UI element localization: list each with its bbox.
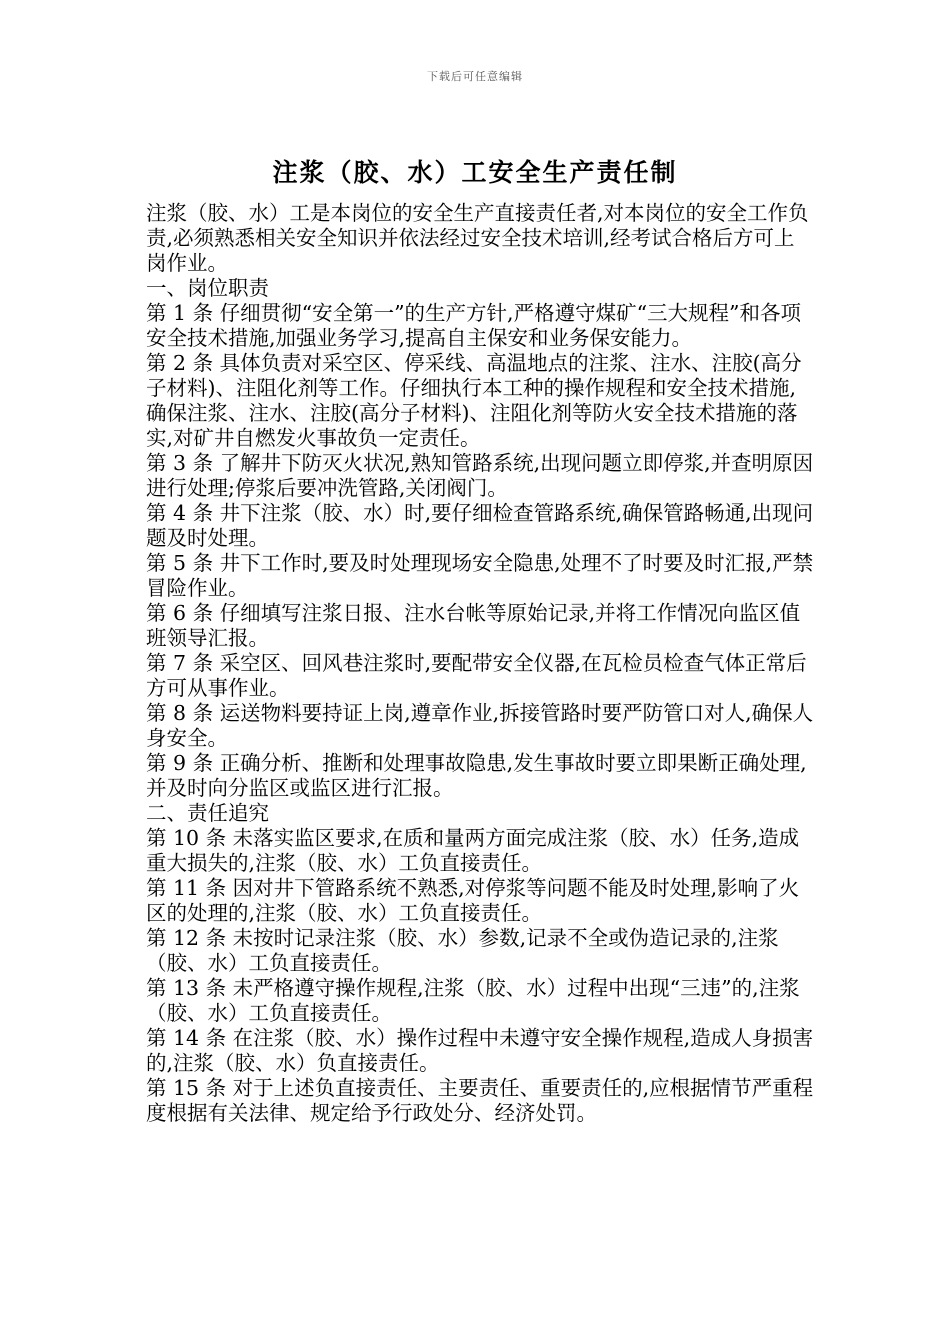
- intro-paragraph: 注浆（胶、水）工是本岗位的安全生产直接责任者,对本岗位的安全工作负责,必须熟悉相关安全知识并依法经过安全技术培训,经考试合格后方可上岗作业。: [146, 201, 809, 275]
- article-9: 第 9 条 正确分析、推断和处理事故隐患,发生事故时要立即果断正确处理,并及时向分监区或监区进行汇报。: [146, 751, 807, 800]
- article-2: 第 2 条 具体负责对采空区、停采线、高温地点的注浆、注水、注胶(高分子材料)、注阻化剂等工作。仔细执行本工种的操作规程和安全技术措施,确保注浆、注水、注胶(高分子材料)、注阻化剂等防火安全技术措施的落实,对矿井自燃发火事故负一定责任。: [146, 351, 802, 450]
- article-6: 第 6 条 仔细填写注浆日报、注水台帐等原始记录,并将工作情况向监区值班领导汇报。: [146, 601, 801, 650]
- article-13: 第 13 条 未严格遵守操作规程,注浆（胶、水）过程中出现“三违”的,注浆（胶、水）工负直接责任。: [146, 976, 800, 1025]
- article-14: 第 14 条 在注浆（胶、水）操作过程中未遵守安全操作规程,造成人身损害的,注浆（胶、水）负直接责任。: [146, 1026, 814, 1075]
- article-10: 第 10 条 未落实监区要求,在质和量两方面完成注浆（胶、水）任务,造成重大损失的,注浆（胶、水）工负直接责任。: [146, 826, 800, 875]
- article-7: 第 7 条 采空区、回风巷注浆时,要配带安全仪器,在瓦检员检查气体正常后方可从事作业。: [146, 651, 807, 700]
- section-heading-duties: 一、岗位职责: [146, 276, 269, 300]
- document-title: 注浆（胶、水）工安全生产责任制: [272, 158, 678, 187]
- article-12: 第 12 条 未按时记录注浆（胶、水）参数,记录不全或伪造记录的,注浆（胶、水）工负直接责任。: [146, 926, 779, 975]
- article-1: 第 1 条 仔细贯彻“安全第一”的生产方针,严格遵守煤矿“三大规程”和各项安全技术措施,加强业务学习,提高自主保安和业务保安能力。: [146, 301, 802, 350]
- article-15: 第 15 条 对于上述负直接责任、主要责任、重要责任的,应根据情节严重程度根据有关法律、规定给予行政处分、经济处罚。: [146, 1076, 814, 1125]
- article-11: 第 11 条 因对井下管路系统不熟悉,对停浆等问题不能及时处理,影响了火区的处理的,注浆（胶、水）工负直接责任。: [146, 876, 800, 925]
- article-5: 第 5 条 井下工作时,要及时处理现场安全隐患,处理不了时要及时汇报,严禁冒险作业。: [146, 551, 814, 600]
- article-8: 第 8 条 运送物料要持证上岗,遵章作业,拆接管路时要严防管口对人,确保人身安全。: [146, 701, 814, 750]
- header-note: 下载后可任意编辑: [427, 70, 523, 83]
- article-4: 第 4 条 井下注浆（胶、水）时,要仔细检查管路系统,确保管路畅通,出现问题及时处理。: [146, 501, 814, 550]
- article-3: 第 3 条 了解井下防灭火状况,熟知管路系统,出现问题立即停浆,并查明原因进行处理;停浆后要冲洗管路,关闭阀门。: [146, 451, 814, 500]
- section-heading-accountability: 二、责任追究: [146, 801, 269, 825]
- document-body: [146, 201, 814, 1126]
